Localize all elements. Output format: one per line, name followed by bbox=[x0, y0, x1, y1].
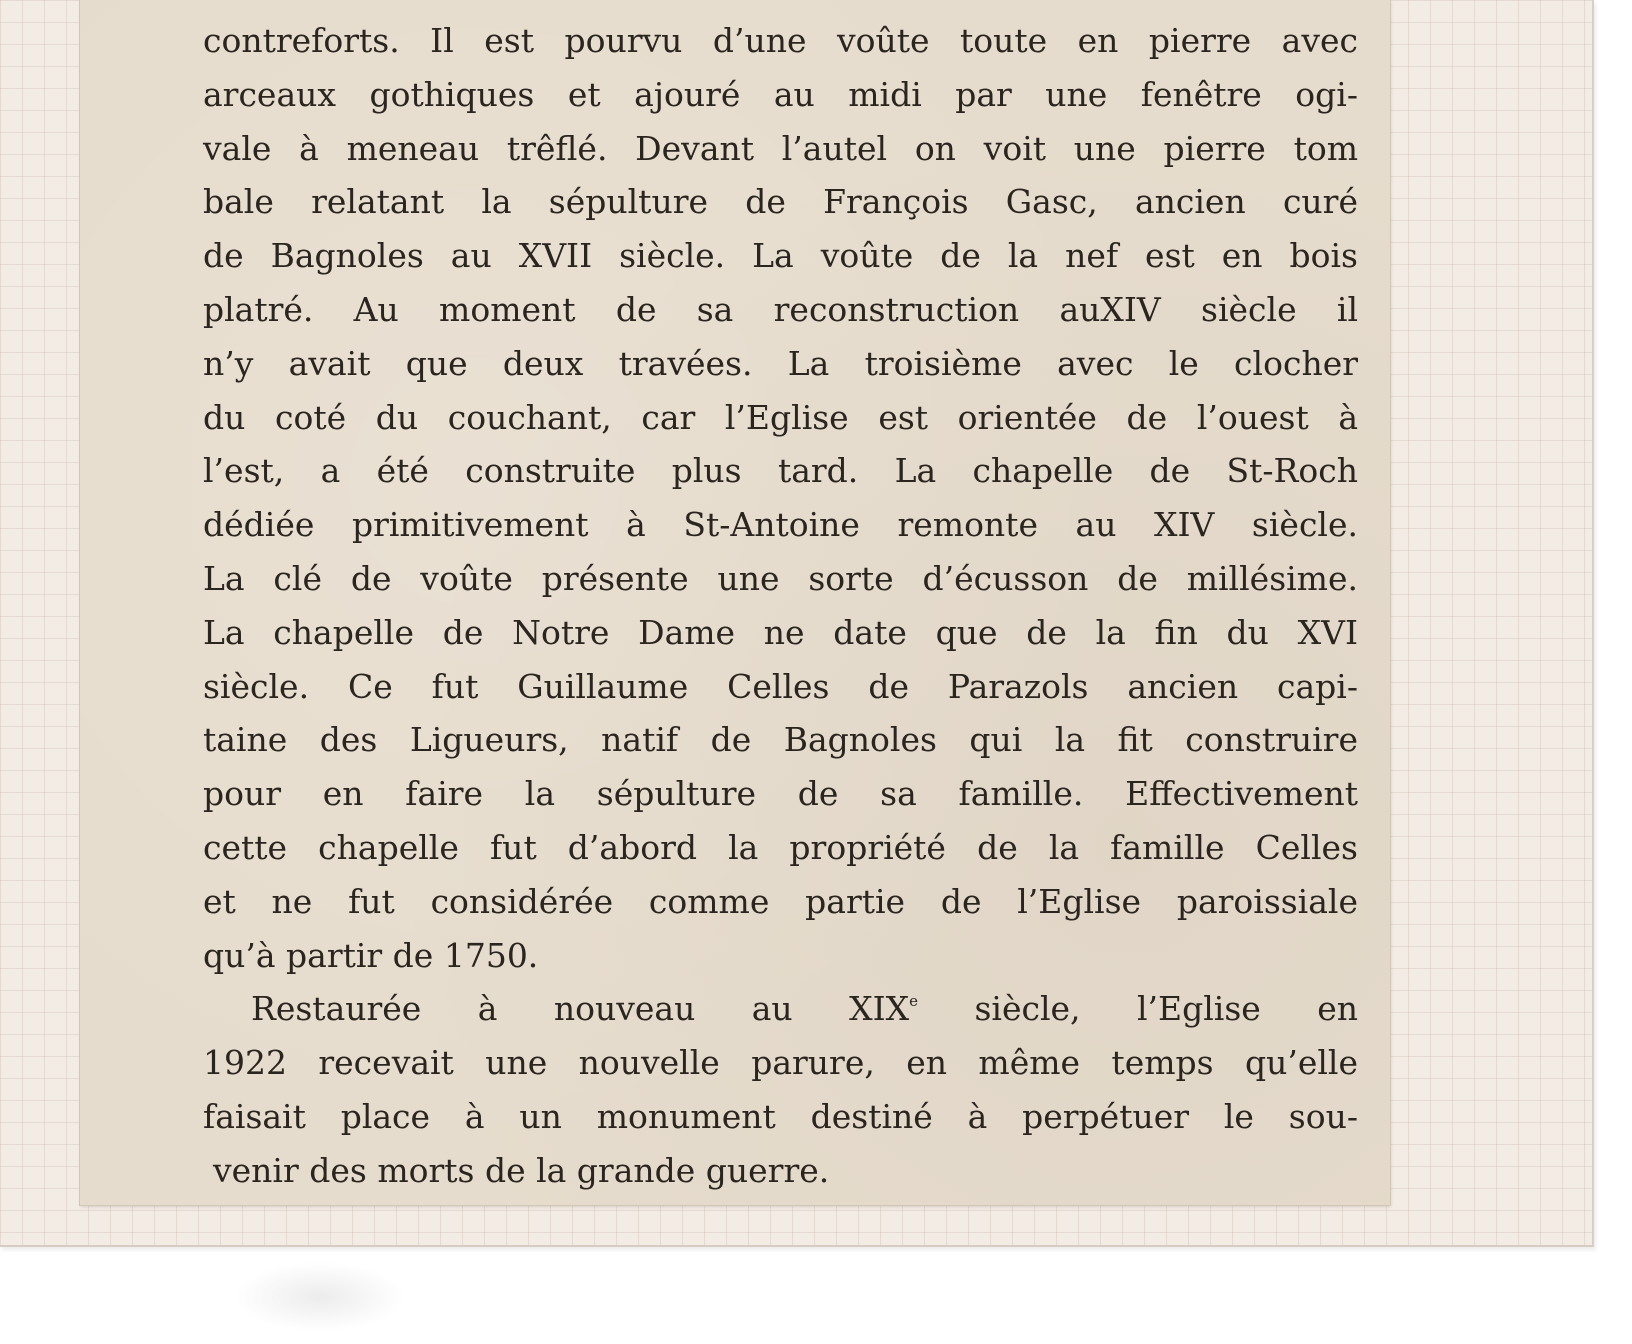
text-line: pour en faire la sépulture de sa famille. Effectivement bbox=[203, 774, 1358, 814]
text-line: bale relatant la sépulture de François Gasc, ancien curé bbox=[203, 182, 1358, 222]
text-line: La clé de voûte présente une sorte d’écusson de millésime. bbox=[203, 558, 1358, 598]
text-line bbox=[203, 982, 1358, 1036]
text-line: La chapelle de Notre Dame ne date que de la fin du XVI bbox=[203, 612, 1358, 652]
text-line: 1922 recevait une nouvelle parure, en même temps qu’elle bbox=[203, 1043, 1358, 1083]
text-line: du coté du couchant, car l’Eglise est orientée de l’ouest à bbox=[203, 397, 1358, 437]
text-line: siècle. Ce fut Guillaume Celles de Parazols ancien capi- bbox=[203, 666, 1358, 706]
text-line: cette chapelle fut d’abord la propriété de la famille Celles bbox=[203, 827, 1358, 867]
superscript: e bbox=[909, 992, 919, 1011]
text-line: taine des Ligueurs, natif de Bagnoles qui la fit construire bbox=[203, 720, 1358, 760]
text-line: n’y avait que deux travées. La troisième avec le clocher bbox=[203, 343, 1358, 383]
article-text bbox=[203, 14, 1358, 1198]
text-line: arceaux gothiques et ajouré au midi par une fenêtre ogi- bbox=[203, 74, 1358, 114]
text-line: contreforts. Il est pourvu d’une voûte toute en pierre avec bbox=[203, 21, 1358, 60]
text-line: qu’à partir de 1750. bbox=[203, 935, 539, 975]
text-line: de Bagnoles au XVII siècle. La voûte de la nef est en bois bbox=[203, 236, 1358, 276]
newspaper-clipping bbox=[80, 0, 1390, 1205]
text-line: venir des morts de la grande guerre. bbox=[213, 1150, 830, 1190]
text-fragment: Restaurée à nouveau au XIX bbox=[251, 989, 910, 1029]
text-line: vale à meneau trêflé. Devant l’autel on voit une pierre tom bbox=[203, 128, 1358, 168]
text-line: dédiée primitivement à St-Antoine remonte au XIV siècle. bbox=[203, 505, 1358, 545]
text-fragment: siècle, l’Eglise en bbox=[918, 989, 1358, 1029]
text-line: et ne fut considérée comme partie de l’Eglise paroissiale bbox=[203, 881, 1358, 921]
scan-smudge bbox=[235, 1262, 405, 1332]
text-line: l’est, a été construite plus tard. La chapelle de St-Roch bbox=[203, 451, 1358, 491]
text-line: platré. Au moment de sa reconstruction auXIV siècle il bbox=[203, 289, 1358, 329]
text-line: faisait place à un monument destiné à perpétuer le sou- bbox=[203, 1096, 1358, 1136]
